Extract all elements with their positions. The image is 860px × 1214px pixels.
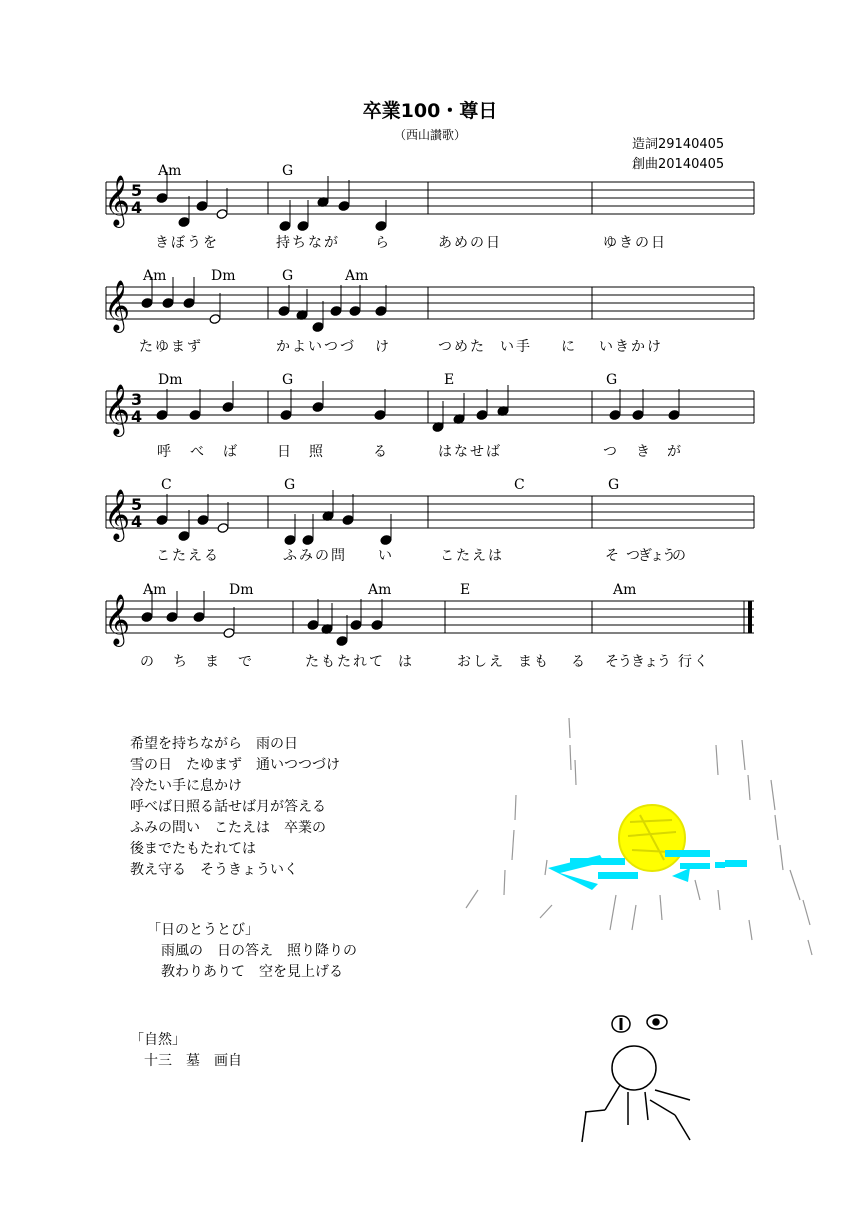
lyric: ば xyxy=(223,444,239,460)
treble-clef-icon: 𝄞 xyxy=(104,175,131,226)
lyric: そ xyxy=(605,548,621,564)
lyric: ま xyxy=(205,654,221,670)
note-head xyxy=(222,402,234,413)
lyric: こたえは xyxy=(440,548,504,564)
note-head xyxy=(189,410,201,421)
lyric: る xyxy=(571,654,587,670)
lyric: ふみの問 xyxy=(283,548,347,564)
lyric: 呼 xyxy=(157,444,173,460)
chord: Dm xyxy=(211,268,236,284)
note-head xyxy=(156,410,168,421)
chord: Am xyxy=(345,268,369,284)
lyric: かよいつづ xyxy=(276,339,356,355)
note-head xyxy=(302,535,314,546)
lyric: あめの日 xyxy=(438,235,502,251)
lyric: が xyxy=(667,444,683,460)
lyric: は xyxy=(398,654,414,670)
poem-haiku: 「日のとうとび」 雨風の 日の答え 照り降りの 教わりありて 空を見上げる xyxy=(147,922,357,980)
time-signature: 4 xyxy=(131,407,143,426)
note-head xyxy=(209,314,221,325)
figure-drawing xyxy=(582,1015,690,1142)
chord: Am xyxy=(143,582,167,598)
lyric: の xyxy=(140,654,156,670)
rain-streaks xyxy=(466,718,812,955)
note-head xyxy=(375,221,387,232)
lyric: に xyxy=(561,339,577,355)
lyric: きぼうを xyxy=(155,235,219,251)
note-head xyxy=(336,636,348,647)
chord: Dm xyxy=(158,372,183,388)
lyric: の xyxy=(672,548,688,564)
lyric: そうきょう xyxy=(605,654,670,670)
note-head xyxy=(342,515,354,526)
chord: Am xyxy=(613,582,637,598)
note-head xyxy=(141,298,153,309)
time-signature: 3 xyxy=(131,390,143,409)
lyric: ち xyxy=(173,654,189,670)
chord: Am xyxy=(368,582,392,598)
time-signature: 5 xyxy=(131,181,143,200)
note-head xyxy=(632,410,644,421)
time-signature: 4 xyxy=(131,512,143,531)
time-signature: 4 xyxy=(131,198,143,217)
note-head xyxy=(217,523,229,534)
note-head xyxy=(330,306,342,317)
poem-signature: 「自然」 十三 墓 画自 xyxy=(130,1032,242,1069)
chord: C xyxy=(514,477,525,493)
chord: G xyxy=(282,268,294,284)
note-head xyxy=(166,612,178,623)
lyric: き xyxy=(636,444,652,460)
lyric: まも xyxy=(518,654,550,670)
treble-clef-icon: 𝄞 xyxy=(104,594,131,645)
chord: C xyxy=(161,477,172,493)
note-head xyxy=(196,201,208,212)
note-head xyxy=(183,298,195,309)
song-subtitle: （西山讃歌） xyxy=(393,128,466,142)
note-head xyxy=(374,410,386,421)
note-head xyxy=(307,620,319,631)
note-head xyxy=(216,209,228,220)
music-credit: 創曲20140405 xyxy=(632,157,725,172)
note-head xyxy=(609,410,621,421)
lyric: ら xyxy=(375,235,391,251)
chord: G xyxy=(282,163,294,179)
lyric: 持ちなが xyxy=(276,235,340,251)
lyric: 日 xyxy=(277,444,293,460)
note-head xyxy=(178,531,190,542)
note-head xyxy=(279,221,291,232)
lyric: で xyxy=(238,654,254,670)
note-head xyxy=(312,322,324,333)
note-head xyxy=(197,515,209,526)
lyric: つぎょう xyxy=(626,548,674,564)
chord: Dm xyxy=(229,582,254,598)
poem-verse: 希望を持ちながら 雨の日 雪の日 たゆまず 通いつつづけ 冷たい手に息かけ 呼べば日照る話せば月が答える ふみの問い こたえは 卒業の 後までたもたれては 教え守る そうきょういく xyxy=(130,736,340,878)
chord: G xyxy=(284,477,296,493)
note-head xyxy=(349,306,361,317)
lyric: はなせば xyxy=(438,444,502,460)
lyrics-credit: 造詞29140405 xyxy=(632,137,725,152)
note-head xyxy=(284,535,296,546)
lyric: いきかけ xyxy=(599,339,663,355)
note-head xyxy=(193,612,205,623)
note-head xyxy=(371,620,383,631)
note-head xyxy=(178,217,190,228)
note-head xyxy=(380,535,392,546)
note-head xyxy=(476,410,488,421)
time-signature: 5 xyxy=(131,495,143,514)
chord: Am xyxy=(158,163,182,179)
sun-icon xyxy=(619,805,685,871)
chord: E xyxy=(444,372,455,388)
note-head xyxy=(297,221,309,232)
chord: E xyxy=(460,582,471,598)
treble-clef-icon: 𝄞 xyxy=(104,489,131,540)
lyric: い xyxy=(378,548,394,564)
chord: G xyxy=(608,477,620,493)
note-head xyxy=(156,193,168,204)
lyric: つめた xyxy=(438,339,486,355)
lyric: い手 xyxy=(500,339,532,355)
note-head xyxy=(338,201,350,212)
lyric: ゆきの日 xyxy=(603,235,667,251)
note-head xyxy=(668,410,680,421)
note-head xyxy=(278,306,290,317)
note-head xyxy=(350,620,362,631)
note-head xyxy=(141,612,153,623)
note-head xyxy=(156,515,168,526)
lyric: 照 xyxy=(309,444,325,460)
note-head xyxy=(280,410,292,421)
lyric: る xyxy=(373,444,389,460)
cyan-cloud xyxy=(548,850,747,890)
chord: G xyxy=(282,372,294,388)
note-head xyxy=(162,298,174,309)
treble-clef-icon: 𝄞 xyxy=(104,384,131,435)
note-head xyxy=(223,628,235,639)
lyric: たゆまず xyxy=(139,339,203,355)
song-title: 卒業100・尊日 xyxy=(362,100,498,122)
lyric: け xyxy=(375,339,391,355)
chord: Am xyxy=(143,268,167,284)
lyric: 行く xyxy=(678,654,710,670)
lyric: こたえる xyxy=(156,548,220,564)
note-head xyxy=(375,306,387,317)
lyric: つ xyxy=(603,444,619,460)
lyric: べ xyxy=(190,444,206,460)
lyric: おしえ xyxy=(457,654,505,670)
treble-clef-icon: 𝄞 xyxy=(104,280,131,331)
note-head xyxy=(312,402,324,413)
lyric: たもたれて xyxy=(305,654,385,670)
chord: G xyxy=(606,372,618,388)
